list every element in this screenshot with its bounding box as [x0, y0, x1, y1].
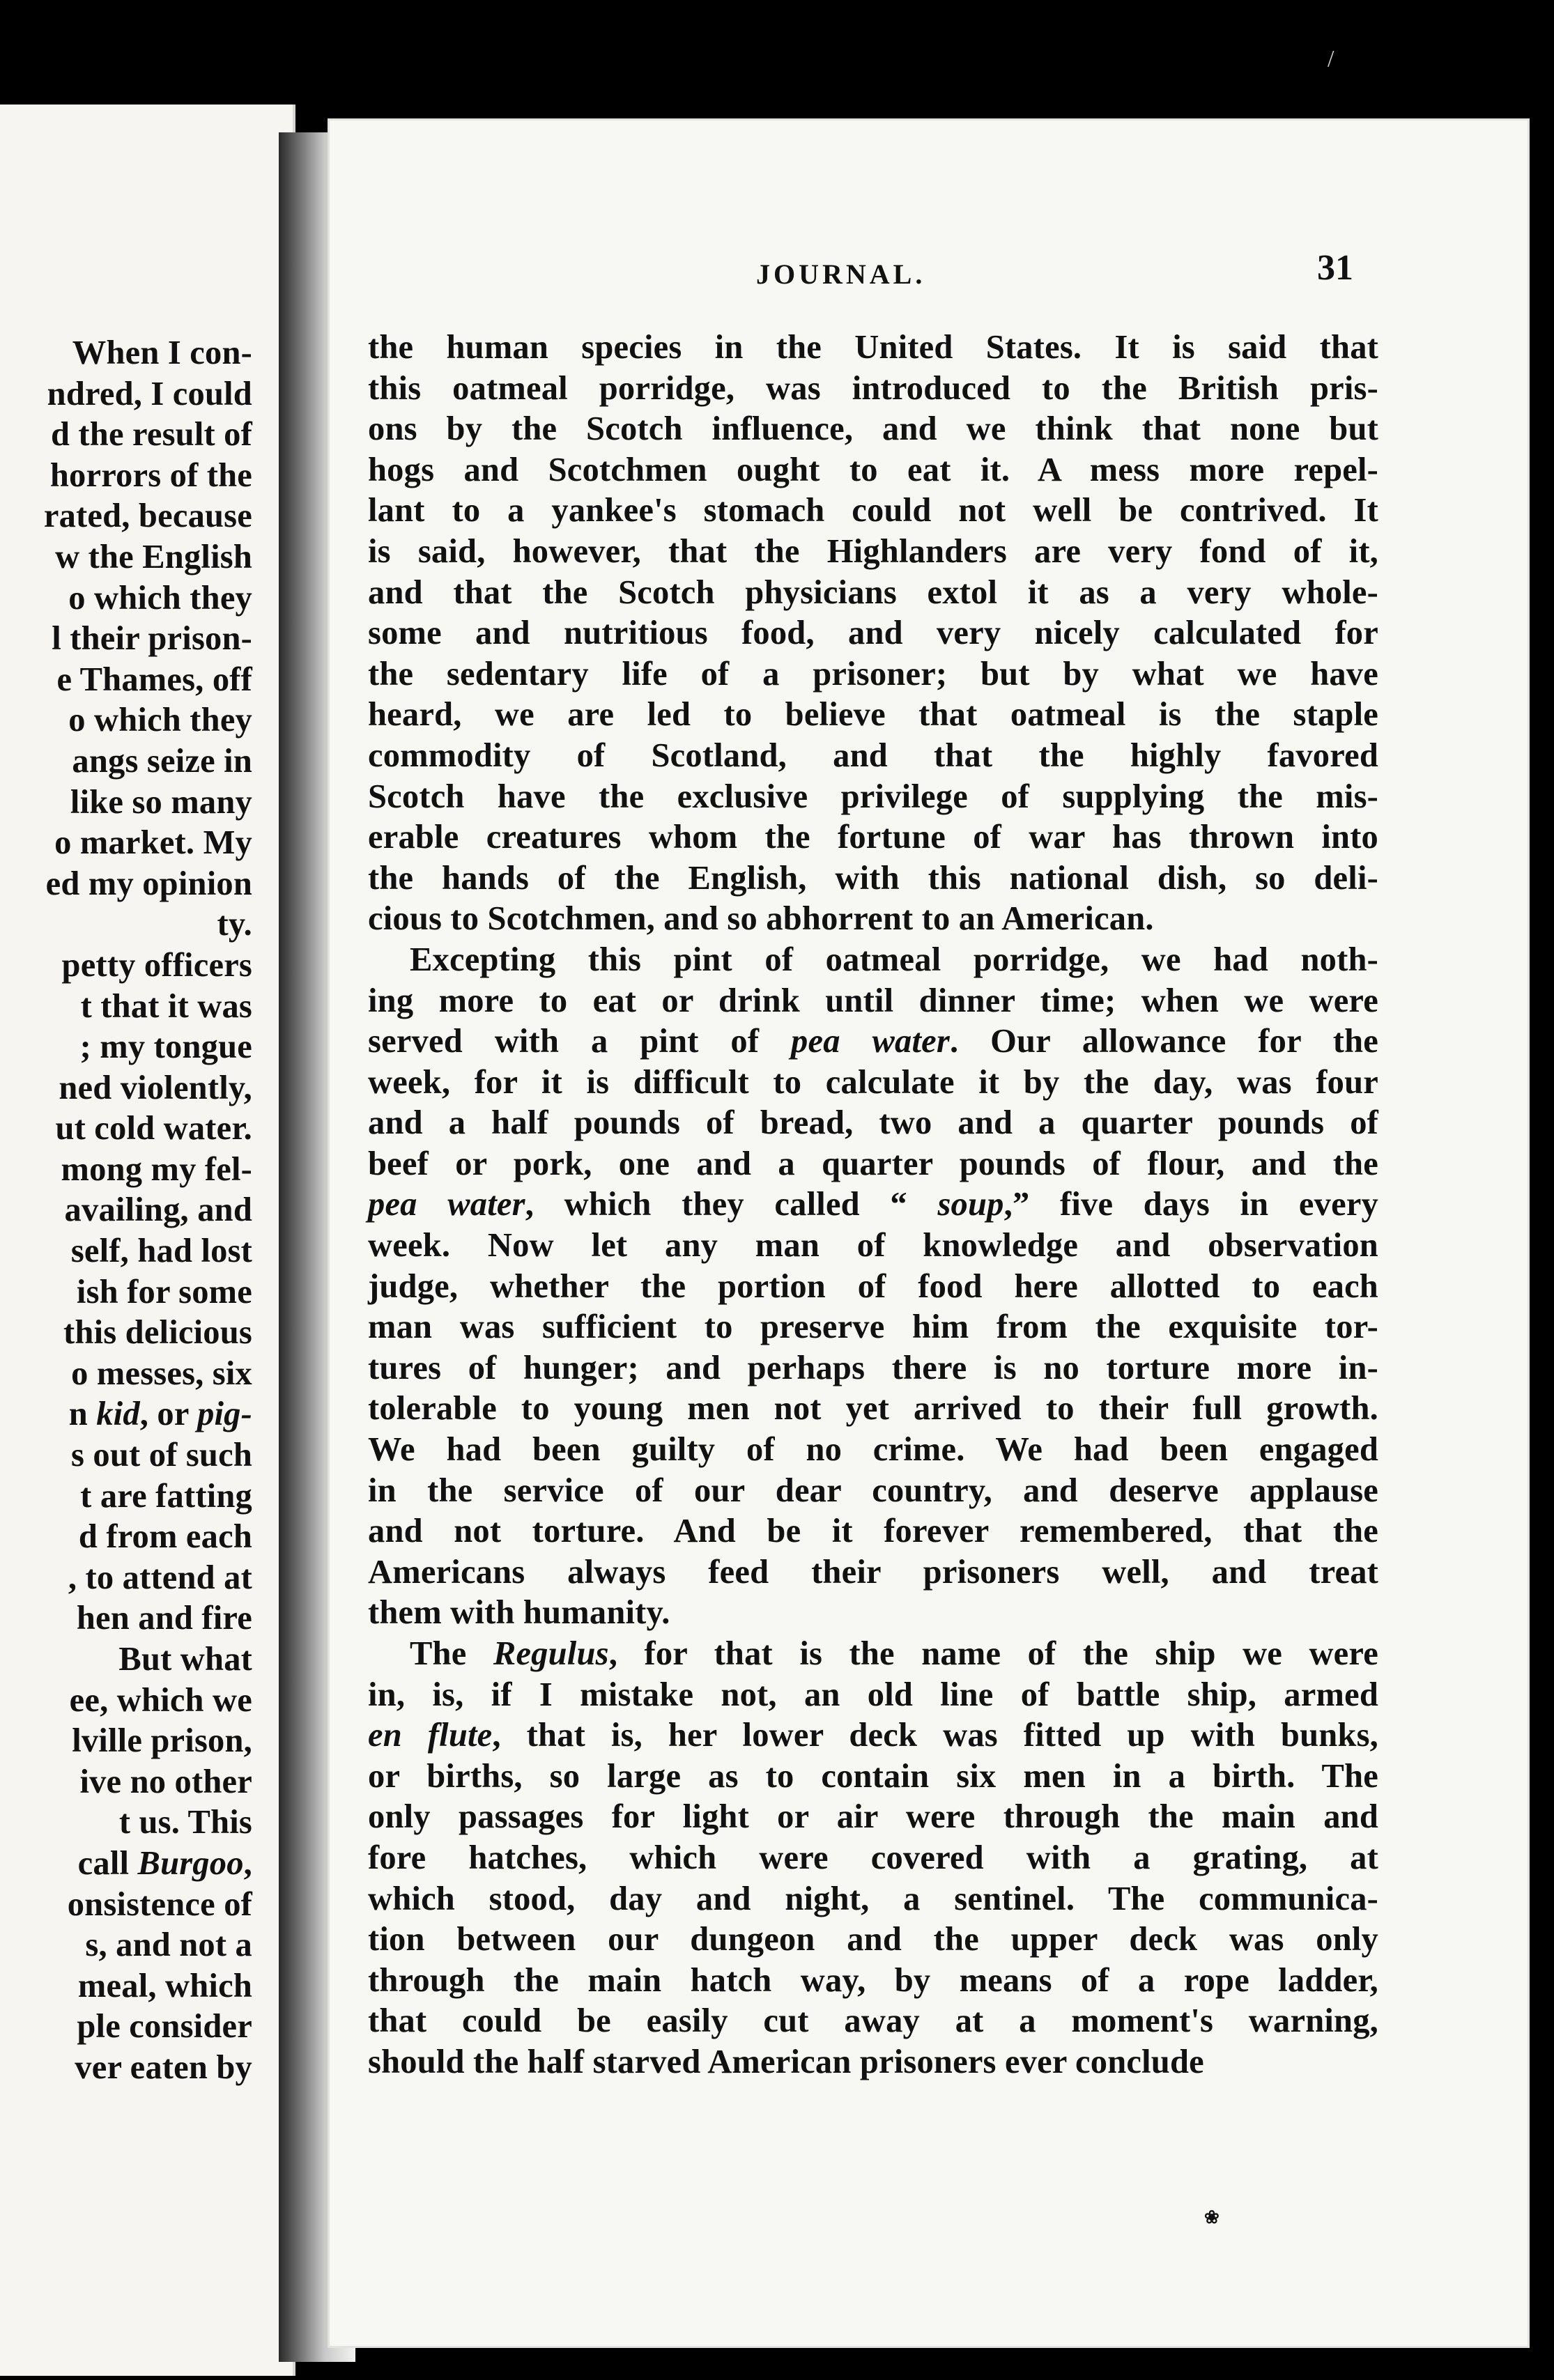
left-page-line: meal, which: [77, 1967, 252, 2004]
left-page-line: ; my tongue: [79, 1028, 252, 1066]
body-line: which stood, day and night, a sentinel. The communica-: [368, 1880, 1378, 1917]
body-line: in the service of our dear country, and deserve applause: [368, 1471, 1378, 1509]
left-page-line: onsistence of: [67, 1885, 252, 1923]
body-line: this oatmeal porridge, was introduced to the British pris-: [368, 369, 1378, 407]
left-page-line: d the result of: [50, 416, 252, 454]
body-line: the hands of the English, with this national dish, so deli-: [368, 859, 1378, 897]
body-line: served with a pint of pea water. Our allowance for the: [368, 1023, 1378, 1060]
left-page-line: t are fatting: [80, 1477, 252, 1515]
body-line: should the half starved American prisoners ever conclude: [368, 2043, 1204, 2080]
body-line: is said, however, that the Highlanders are very fond of it,: [368, 532, 1378, 570]
body-line: and that the Scotch physicians extol it as a very whole-: [368, 573, 1378, 611]
body-line: tion between our dungeon and the upper deck was only: [368, 1921, 1378, 1958]
left-page-line: ee, which we: [69, 1681, 252, 1719]
body-line: and a half pounds of bread, two and a quarter pounds of: [368, 1104, 1378, 1142]
left-page-line: o which they: [68, 702, 252, 739]
left-page-line: s out of such: [71, 1437, 252, 1474]
body-text: [368, 327, 1378, 2083]
left-page-fragment: [0, 105, 295, 2376]
left-page-line: self, had lost: [70, 1232, 252, 1270]
body-line: We had been guilty of no crime. We had been engaged: [368, 1431, 1378, 1469]
body-line: Americans always feed their prisoners well, and treat: [368, 1553, 1378, 1591]
body-line: hogs and Scotchmen ought to eat it. A mess more repel-: [368, 451, 1378, 488]
body-line: through the main hatch way, by means of a rope ladder,: [368, 1961, 1378, 1999]
left-page-line: But what: [118, 1641, 252, 1678]
body-line: pea water, which they called “ soup,” five days in every: [368, 1186, 1378, 1223]
body-line: week, for it is difficult to calculate it by the day, was four: [368, 1063, 1378, 1101]
body-line: lant to a yankee's stomach could not well be contrived. It: [368, 492, 1378, 530]
left-page-line: l their prison-: [52, 620, 252, 658]
body-line: ons by the Scotch influence, and we think that none but: [368, 410, 1378, 448]
left-page-line: like so many: [70, 783, 252, 821]
body-line: fore hatches, which were covered with a grating, at: [368, 1839, 1378, 1876]
body-line: beef or pork, one and a quarter pounds of flour, and the: [368, 1145, 1378, 1182]
left-page-line: o messes, six: [71, 1354, 252, 1392]
left-page-line: lville prison,: [72, 1722, 252, 1760]
left-page-line: t us. This: [118, 1804, 252, 1841]
left-page-line: d from each: [78, 1518, 252, 1556]
body-line: cious to Scotchmen, and so abhorrent to an American.: [368, 900, 1154, 938]
left-page-line: rated, because: [43, 497, 252, 535]
body-line: judge, whether the portion of food here allotted to each: [368, 1267, 1378, 1305]
body-line: in, is, if I mistake not, an old line of battle ship, armed: [368, 1676, 1378, 1713]
left-page-line: s, and not a: [85, 1926, 252, 1964]
left-page-line: ned violently,: [59, 1069, 252, 1106]
left-page-line: horrors of the: [49, 456, 252, 494]
body-line: The Regulus, for that is the name of the ship we were: [410, 1635, 1378, 1672]
body-line: that could be easily cut away at a moment's warning,: [368, 2002, 1378, 2040]
left-page-line: availing, and: [64, 1191, 252, 1229]
body-line: Scotch have the exclusive privilege of supplying the mis-: [368, 778, 1378, 815]
body-line: week. Now let any man of knowledge and observation: [368, 1227, 1378, 1265]
left-page-line: hen and fire: [76, 1600, 252, 1637]
left-page-line: t that it was: [80, 987, 252, 1025]
body-line: and not torture. And be it forever remembered, that the: [368, 1513, 1378, 1550]
left-page-line: mong my fel-: [61, 1150, 252, 1188]
body-line: man was sufficient to preserve him from the exquisite tor-: [368, 1308, 1378, 1346]
body-line: them with humanity.: [368, 1594, 670, 1632]
left-page-line: this delicious: [63, 1314, 252, 1352]
body-line: only passages for light or air were through the main and: [368, 1798, 1378, 1836]
body-line: ing more to eat or drink until dinner time; when we were: [368, 982, 1378, 1019]
ink-mark: ❀: [1204, 2207, 1220, 2227]
body-line: heard, we are led to believe that oatmeal is the staple: [368, 696, 1378, 734]
left-page-line: , to attend at: [68, 1559, 252, 1596]
body-line: or births, so large as to contain six men in a birth. The: [368, 1757, 1378, 1795]
corner-mark: /: [1328, 46, 1334, 72]
left-page-line: ut cold water.: [55, 1110, 252, 1148]
body-line: en flute, that is, her lower deck was fitted up with bunks,: [368, 1717, 1378, 1754]
left-page-line: call Burgoo,: [77, 1844, 252, 1882]
left-page-text: [44, 333, 252, 2089]
left-page-line: o which they: [68, 579, 252, 617]
page-number: 31: [1317, 248, 1353, 288]
left-page-line: w the English: [55, 538, 252, 575]
body-line: commodity of Scotland, and that the highly favored: [368, 736, 1378, 774]
body-line: tures of hunger; and perhaps there is no torture more in-: [368, 1349, 1378, 1386]
left-page-line: When I con-: [72, 334, 252, 371]
left-page-line: o market. My: [54, 824, 252, 862]
left-page-line: angs seize in: [72, 742, 252, 780]
left-page-line: n kid, or pig-: [68, 1396, 252, 1433]
body-line: the sedentary life of a prisoner; but by what we have: [368, 655, 1378, 693]
running-head: JOURNAL.: [756, 258, 926, 290]
left-page-line: ple consider: [77, 2008, 252, 2046]
body-line: the human species in the United States. It is said that: [368, 329, 1378, 366]
left-page-line: ty.: [217, 906, 252, 943]
left-page-line: petty officers: [61, 946, 252, 984]
left-page-line: ive no other: [79, 1763, 252, 1800]
body-line: Excepting this pint of oatmeal porridge, we had noth-: [410, 941, 1378, 978]
body-line: erable creatures whom the fortune of war has thrown into: [368, 819, 1378, 856]
left-page-line: ndred, I could: [47, 375, 252, 412]
body-line: some and nutritious food, and very nicely calculated for: [368, 615, 1378, 652]
left-page-line: ver eaten by: [75, 2048, 252, 2086]
left-page-line: e Thames, off: [56, 660, 252, 698]
left-page-line: ish for some: [76, 1273, 252, 1311]
body-line: tolerable to young men not yet arrived to their full growth.: [368, 1390, 1378, 1428]
left-page-line: ed my opinion: [45, 865, 252, 902]
